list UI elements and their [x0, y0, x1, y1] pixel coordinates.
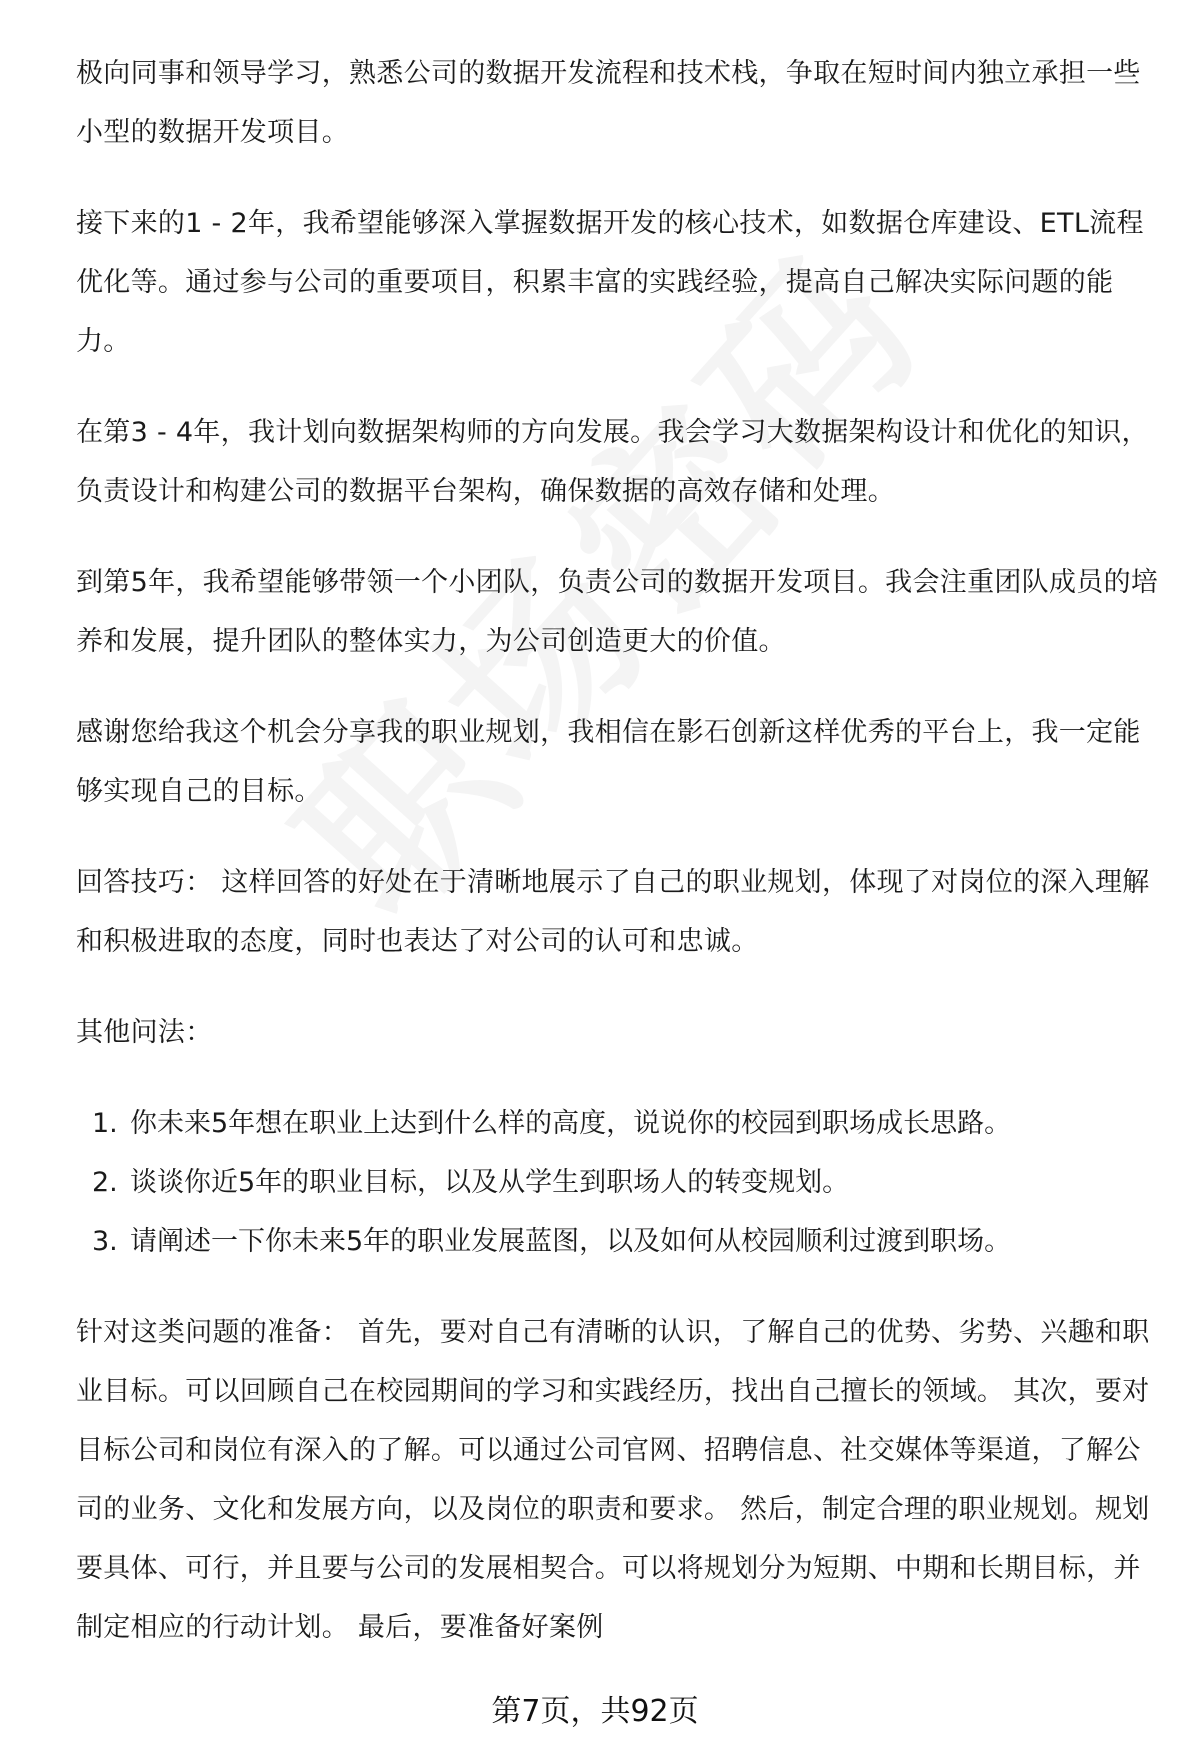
list-item-number: 2. — [92, 1167, 118, 1198]
paragraph-preparation: 针对这类问题的准备： 首先，要对自己有清晰的认识，了解自己的优势、劣势、兴趣和职业目标。可以回顾自己在校园期间的学习和实践经历，找出自己擅长的领域。 其次，要对目标公司和岗位有深入的了解。可以通过公司官网、招聘信息、社交媒体等渠道，了解公司的业务、文化和发展方向，以及岗位的职责和要求。 然后，制定合理的职业规划。规划要具体、可行，并且要与公司的发展相契合。可以将规划分为短期、中期和长期目标，并制定相应的行动计划。 最后，要准备好案例 — [76, 1317, 1150, 1643]
paragraph-intro-continued: 极向同事和领导学习，熟悉公司的数据开发流程和技术栈，争取在短时间内独立承担一些小型的数据开发项目。 — [76, 58, 1141, 148]
paragraph-other-questions-heading: 其他问法： — [76, 1017, 213, 1048]
list-item-number: 3. — [92, 1226, 118, 1257]
paragraph-year-5: 到第5年，我希望能够带领一个小团队，负责公司的数据开发项目。我会注重团队成员的培养和发展，提升团队的整体实力，为公司创造更大的价值。 — [76, 567, 1159, 657]
list-item-text: 你未来5年想在职业上达到什么样的高度，说说你的校园到职场成长思路。 — [130, 1108, 1012, 1139]
paragraph-years-3-4: 在第3 - 4年，我计划向数据架构师的方向发展。我会学习大数据架构设计和优化的知识，负责设计和构建公司的数据平台架构，确保数据的高效存储和处理。 — [76, 417, 1149, 507]
other-questions-list — [76, 1094, 1166, 1271]
page-footer: 第7页，共92页 — [491, 1694, 699, 1729]
list-item — [76, 1153, 1166, 1212]
list-item-text: 谈谈你近5年的职业目标，以及从学生到职场人的转变规划。 — [130, 1167, 850, 1198]
paragraph-answer-tips: 回答技巧： 这样回答的好处在于清晰地展示了自己的职业规划，体现了对岗位的深入理解和积极进取的态度，同时也表达了对公司的认可和忠诚。 — [76, 867, 1150, 957]
list-item — [76, 1094, 1166, 1153]
page-content — [76, 44, 1166, 1689]
list-item-number: 1. — [92, 1108, 118, 1139]
paragraph-thanks: 感谢您给我这个机会分享我的职业规划，我相信在影石创新这样优秀的平台上，我一定能够实现自己的目标。 — [76, 717, 1141, 807]
list-item — [76, 1212, 1166, 1271]
paragraph-years-1-2: 接下来的1 - 2年，我希望能够深入掌握数据开发的核心技术，如数据仓库建设、ETL流程优化等。通过参与公司的重要项目，积累丰富的实践经验，提高自己解决实际问题的能力。 — [76, 208, 1144, 357]
list-item-text: 请阐述一下你未来5年的职业发展蓝图，以及如何从校园顺利过渡到职场。 — [130, 1226, 1012, 1257]
